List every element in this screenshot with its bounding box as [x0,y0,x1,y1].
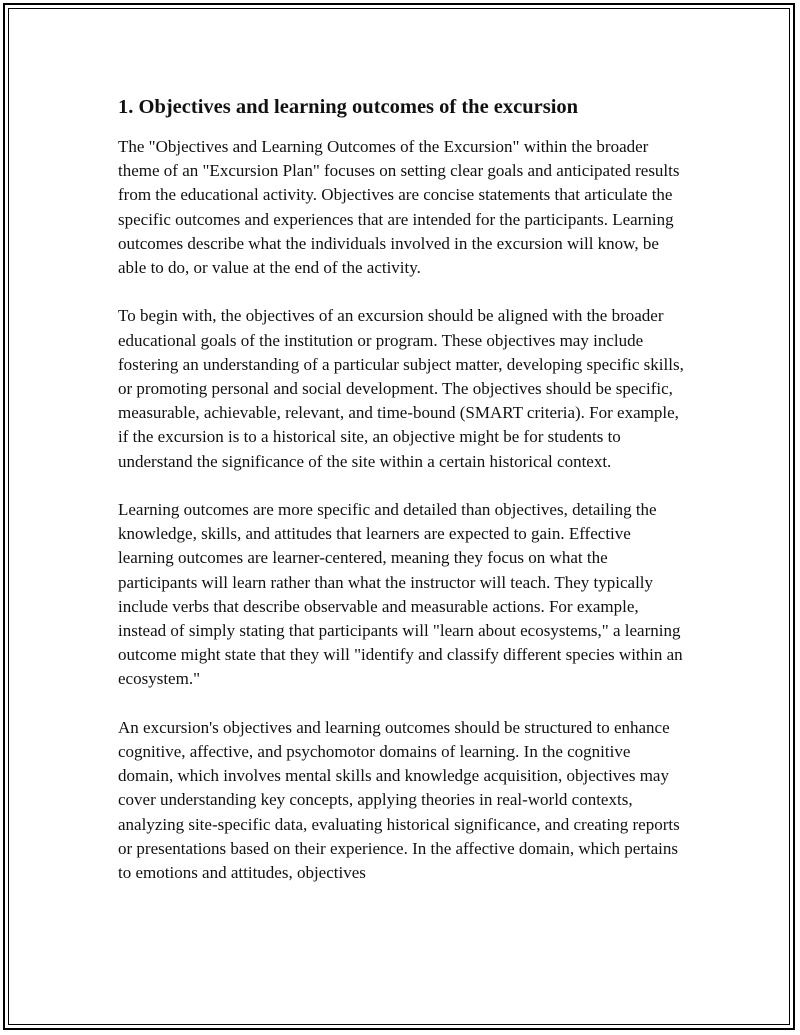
section-heading: 1. Objectives and learning outcomes of the excursion [118,96,579,118]
paragraph-3: Learning outcomes are more specific and detailed than objectives, detailing the knowledge, skills, and attitudes that learners are expected to gain. Effective learning outcomes are learner-centered, meaning they focus on what the participants will learn rather than what the instructor will teach. They typically include verbs that describe observable and measurable actions. For example, instead of simply stating that participants will "learn about ecosystems," a learning outcome might state that they will "identify and classify different species within an ecosystem." [118,500,683,689]
paragraph-4: An excursion's objectives and learning outcomes should be structured to enhance cognitive, affective, and psychomotor domains of learning. In the cognitive domain, which involves mental skills and knowledge acquisition, objectives may cover understanding key concepts, applying theories in real-world contexts, analyzing site-specific data, evaluating historical significance, and creating reports or presentations based on their experience. In the affective domain, which pertains to emotions and attitudes, objectives [118,717,680,883]
paragraph-2: To begin with, the objectives of an excursion should be aligned with the broader educational goals of the institution or program. These objectives may include fostering an understanding of a particular subject matter, developing specific skills, or promoting personal and social development. The objectives should be specific, measurable, achievable, relevant, and time-bound (SMART criteria). For example, if the excursion is to a historical site, an objective might be for students to understand the significance of the site within a certain historical context. [118,306,684,471]
paragraph-1: The "Objectives and Learning Outcomes of the Excursion" within the broader theme of an "Excursion Plan" focuses on setting clear goals and anticipated results from the educational activity. Objectives are concise statements that articulate the specific outcomes and experiences that are intended for the participants. Learning outcomes describe what the individuals involved in the excursion will know, be able to do, or value at the end of the activity. [118,137,680,278]
document-body [118,94,684,885]
